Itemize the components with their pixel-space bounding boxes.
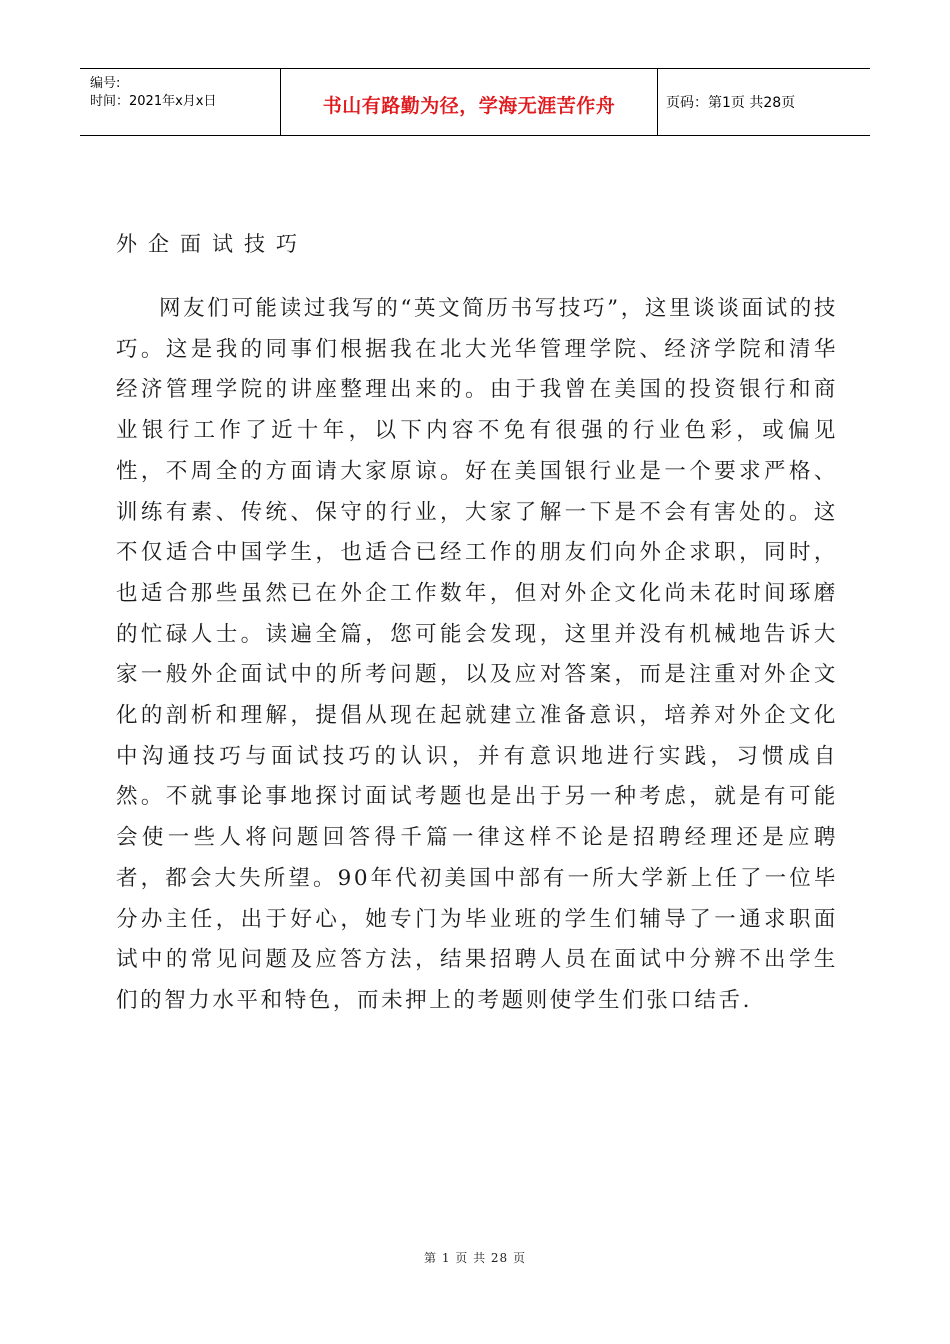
document-title: 外企面试技巧 bbox=[116, 232, 308, 256]
header-meta-cell bbox=[80, 69, 281, 135]
page-footer: 第 1 页 共 28 页 bbox=[424, 1251, 526, 1265]
serial-label: 编号: bbox=[90, 76, 121, 91]
page-info: 页码：第1页 共28页 bbox=[666, 95, 796, 111]
time-label: 时间：2021年x月x日 bbox=[90, 94, 217, 109]
motto-text: 书山有路勤为径，学海无涯苦作舟 bbox=[322, 94, 616, 117]
header-motto-cell bbox=[281, 69, 658, 135]
header-page-cell bbox=[658, 69, 870, 135]
document-paragraph: 网友们可能读过我写的“英文简历书写技巧”，这里谈谈面试的技巧。这是我的同事们根据我在北大光华管理学院、经济学院和清华经济管理学院的讲座整理出来的。由于我曾在美国的投资银行和商业银行工作了近十年，以下内容不免有很强的行业色彩，或偏见性，不周全的方面请大家原谅。好在美国银行业是一个要求严格、训练有素、传统、保守的行业，大家了解一下是不会有害处的。这不仅适合中国学生，也适合已经工作的朋友们向外企求职，同时，也适合那些虽然已在外企工作数年，但对外企文化尚未花时间琢磨的忙碌人士。读遍全篇，您可能会发现，这里并没有机械地告诉大家一般外企面试中的所考问题，以及应对答案，而是注重对外企文化的剖析和理解，提倡从现在起就建立准备意识，培养对外企文化中沟通技巧与面试技巧的认识，并有意识地进行实践，习惯成自然。不就事论事地探讨面试考题也是出于另一种考虑，就是有可能会使一些人将问题回答得千篇一律这样不论是招聘经理还是应聘者，都会大失所望。90年代初美国中部有一所大学新上任了一位毕分办主任，出于好心，她专门为毕业班的学生们辅导了一通求职面试中的常见问题及应答方法，结果招聘人员在面试中分辨不出学生们的智力水平和特色，而未押上的考题则使学生们张口结舌. bbox=[116, 296, 838, 1013]
page-header bbox=[80, 68, 870, 136]
